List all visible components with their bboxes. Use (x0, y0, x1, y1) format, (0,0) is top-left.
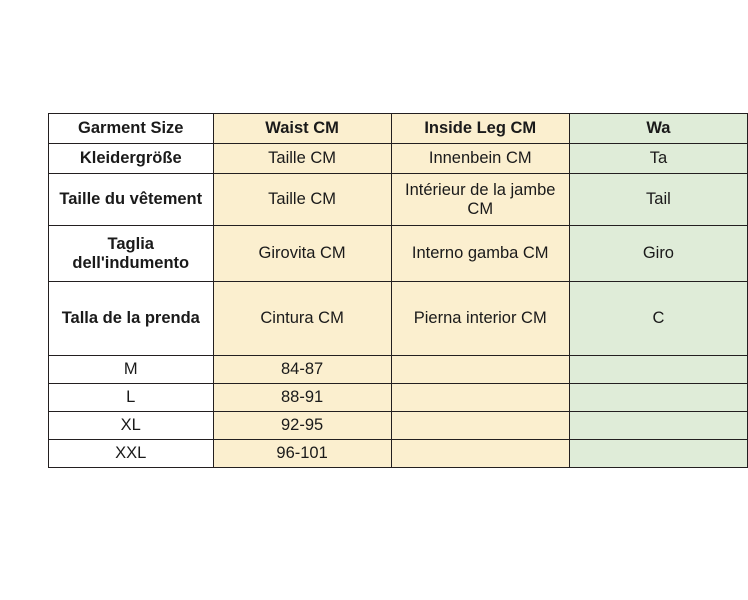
row-hip-l (569, 384, 747, 412)
table-row (49, 226, 748, 282)
header-hip: Wa (569, 114, 747, 144)
row-hip-de: Ta (569, 144, 747, 174)
row-waist-xl: 92-95 (213, 412, 391, 440)
header-waist: Waist CM (213, 114, 391, 144)
row-waist-de: Taille CM (213, 144, 391, 174)
row-leg-it: Interno gamba CM (391, 226, 569, 282)
garment-size-table (48, 113, 748, 468)
row-hip-m (569, 356, 747, 384)
table-row (49, 384, 748, 412)
row-leg-l (391, 384, 569, 412)
table-row (49, 144, 748, 174)
row-label-de: Kleidergröße (49, 144, 214, 174)
row-leg-xl (391, 412, 569, 440)
row-leg-xxl (391, 440, 569, 468)
row-hip-fr: Tail (569, 174, 747, 226)
table-header-row (49, 114, 748, 144)
row-waist-fr: Taille CM (213, 174, 391, 226)
table-row (49, 440, 748, 468)
row-waist-m: 84-87 (213, 356, 391, 384)
row-hip-it: Giro (569, 226, 747, 282)
row-waist-xxl: 96-101 (213, 440, 391, 468)
row-label-xl: XL (49, 412, 214, 440)
size-chart-container (48, 113, 748, 468)
row-label-l: L (49, 384, 214, 412)
row-label-xxl: XXL (49, 440, 214, 468)
row-leg-fr: Intérieur de la jambe CM (391, 174, 569, 226)
row-hip-xxl (569, 440, 747, 468)
row-label-es: Talla de la prenda (49, 282, 214, 356)
row-leg-m (391, 356, 569, 384)
row-hip-xl (569, 412, 747, 440)
row-leg-es: Pierna interior CM (391, 282, 569, 356)
row-label-m: M (49, 356, 214, 384)
row-waist-l: 88-91 (213, 384, 391, 412)
table-row (49, 356, 748, 384)
table-row (49, 412, 748, 440)
header-inside-leg: Inside Leg CM (391, 114, 569, 144)
table-row (49, 174, 748, 226)
row-waist-es: Cintura CM (213, 282, 391, 356)
row-label-fr: Taille du vêtement (49, 174, 214, 226)
row-label-it: Taglia dell'indumento (49, 226, 214, 282)
table-row (49, 282, 748, 356)
row-waist-it: Girovita CM (213, 226, 391, 282)
row-leg-de: Innenbein CM (391, 144, 569, 174)
row-hip-es: C (569, 282, 747, 356)
header-garment-size: Garment Size (49, 114, 214, 144)
